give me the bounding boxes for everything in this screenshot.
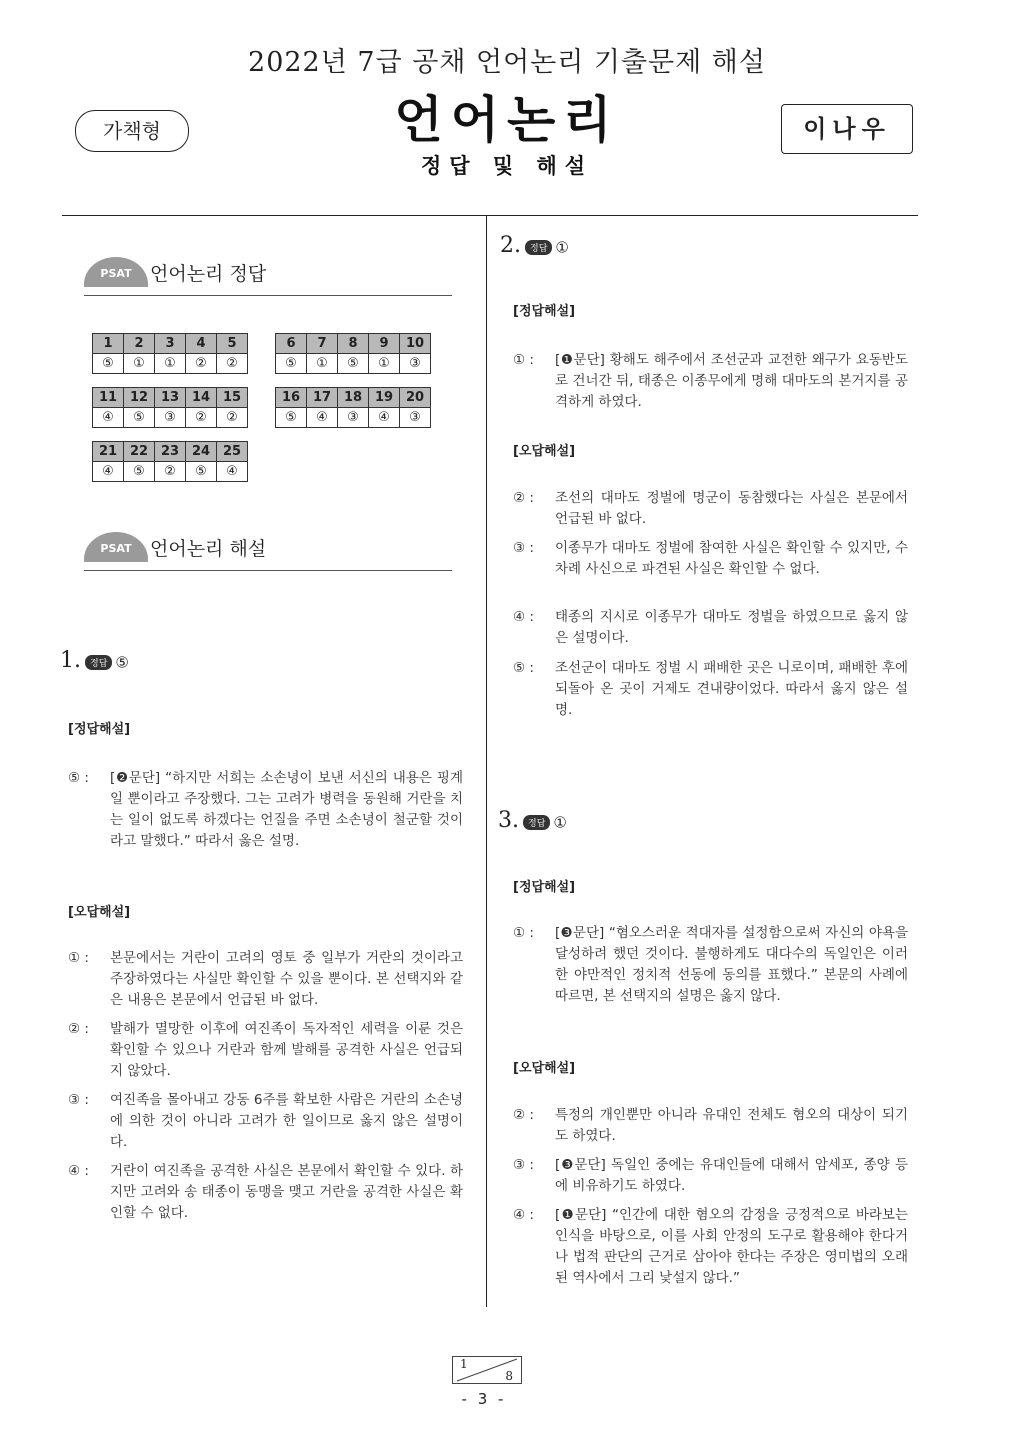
page-number: - 3 - [461,1390,507,1408]
answer-badge: 정답 [85,655,112,670]
explanation-item: ⑤ : [❷문단] “하지만 서희는 소손녕이 보낸 서신의 내용은 핑계일 뿐이라고 주장했다. 그는 고려가 병력을 동원해 거란을 치는 일이 없도록 하겠다는 언질을 주면 소손녕이 철군할 것이라고 말했다.” 따라서 옳은 설명. [68,770,463,849]
explanation-item: ③ : 이종무가 대마도 정벌에 참여한 사실은 확인할 수 있지만, 수차례 사신으로 파견된 사실은 확인할 수 없다. [513,540,908,577]
explanation-item: ② : 조선의 대마도 정벌에 명군이 동참했다는 사실은 본문에서 언급된 바 없다. [513,490,908,527]
explanation-item: ① : [❶문단] 황해도 해주에서 조선군과 교전한 왜구가 요동반도로 건너간 뒤, 태종은 이종무에게 명해 대마도의 본거지를 공격하게 하였다. [513,352,908,410]
explanation-item: ④ : [❶문단] “인간에 대한 혐오의 감정을 긍정적으로 바라보는 인식을 바탕으로, 이를 사회 안정의 도구로 활용해야 한다거나 법적 판단의 근거로 삼아야 한다는 주장은 영미법의 오래된 역사에서 그리 낯설지 않다.” [513,1207,908,1286]
answer-badge: 정답 [523,815,550,830]
question-number: 1. [60,648,81,673]
correct-explanation-label: [정답해설] [513,880,576,895]
main-title: 언어논리 [394,91,620,149]
psat-logo-icon: PSAT [84,257,148,287]
explanation-item: ④ : 태종의 지시로 이종무가 대마도 정벌을 하였으므로 옳지 않은 설명이다. [513,609,908,646]
question-1-header [60,648,129,673]
explanation-item: ③ : 여진족을 몰아내고 강동 6주를 확보한 사람은 거란의 소손녕에 의한 것이 아니라 고려가 한 일이므로 옳지 않은 설명이다. [68,1092,463,1150]
column-divider [486,215,487,1307]
answer-choice: ① [555,238,569,257]
exam-type-badge: 가책형 [75,110,189,152]
answer-table-11-15: 11 12 13 14 15 ④ ⑤ ③ ② ② [92,387,248,428]
author-box: 이나우 [781,104,913,154]
answer-table-1-5: 1 2 3 4 5 ⑤ ① ① ② ② [92,333,248,374]
answer-table-6-10: 6 7 8 9 10 ⑤ ① ⑤ ① ③ [275,333,431,374]
sheet-current: 1 [460,1357,468,1371]
header-divider [62,215,918,216]
explanation-item: ④ : 거란이 여진족을 공격한 사실은 본문에서 확인할 수 있다. 하지만 고려와 송 태종이 동맹을 맺고 거란을 공격한 사실은 확인할 수 없다. [68,1163,463,1221]
explanation-item: ② : 발해가 멸망한 이후에 여진족이 독자적인 세력을 이룬 것은 확인할 수 있으나 거란과 함께 발해를 공격한 사실은 언급되지 않았다. [68,1021,463,1079]
question-3-header [498,808,567,833]
explanation-item: ③ : [❸문단] 독일인 중에는 유대인들에 대해서 암세포, 종양 등에 비유하기도 하였다. [513,1157,908,1194]
explanation-item: ② : 특정의 개인뿐만 아니라 유대인 전체도 혐오의 대상이 되기도 하였다. [513,1107,908,1144]
question-2-header [500,233,569,258]
psat-logo-icon: PSAT [84,532,148,562]
explanation-item: ⑤ : 조선군이 대마도 정벌 시 패배한 곳은 니로이며, 패배한 후에 되돌아 온 곳이 거제도 견내량이었다. 따라서 옳지 않은 설명. [513,660,908,718]
explain-section-heading [84,530,452,571]
wrong-explanation-label: [오답해설] [68,905,131,920]
wrong-explanation-label: [오답해설] [513,444,576,459]
question-number: 3. [498,808,519,833]
answer-table-21-25: 21 22 23 24 25 ④ ⑤ ② ⑤ ④ [92,441,248,482]
explanation-item: ① : [❸문단] “혐오스러운 적대자를 설정함으로써 자신의 야욕을 달성하려 했던 것이다. 불행하게도 대다수의 독일인은 이러한 야만적인 정치적 선동에 동의를 표했다.” 본문의 사례에 따르면, 본 선택지의 설명은 옳지 않다. [513,925,908,1004]
explanation-item: ① : 본문에서는 거란이 고려의 영토 중 일부가 거란의 것이라고 주장하였다는 사실만 확인할 수 있을 뿐이다. 본 선택지와 같은 내용은 본문에서 언급된 바 없다. [68,950,463,1008]
wrong-explanation-label: [오답해설] [513,1061,576,1076]
answer-table-16-20: 16 17 18 19 20 ⑤ ④ ③ ④ ③ [275,387,431,428]
sheet-total: 8 [505,1369,513,1383]
answer-choice: ① [553,813,567,832]
sub-title: 정답 및 해설 [420,154,594,178]
document-heading: 2022년 7급 공채 언어논리 기출문제 해설 [248,47,766,78]
explain-section-title: 언어논리 해설 [150,538,267,560]
question-number: 2. [500,233,521,258]
sheet-counter [452,1356,522,1384]
answer-choice: ⑤ [115,653,129,672]
correct-explanation-label: [정답해설] [68,722,131,737]
correct-explanation-label: [정답해설] [513,304,576,319]
answers-section-heading [84,255,452,296]
answers-section-title: 언어논리 정답 [150,263,267,285]
answer-badge: 정답 [525,240,552,255]
